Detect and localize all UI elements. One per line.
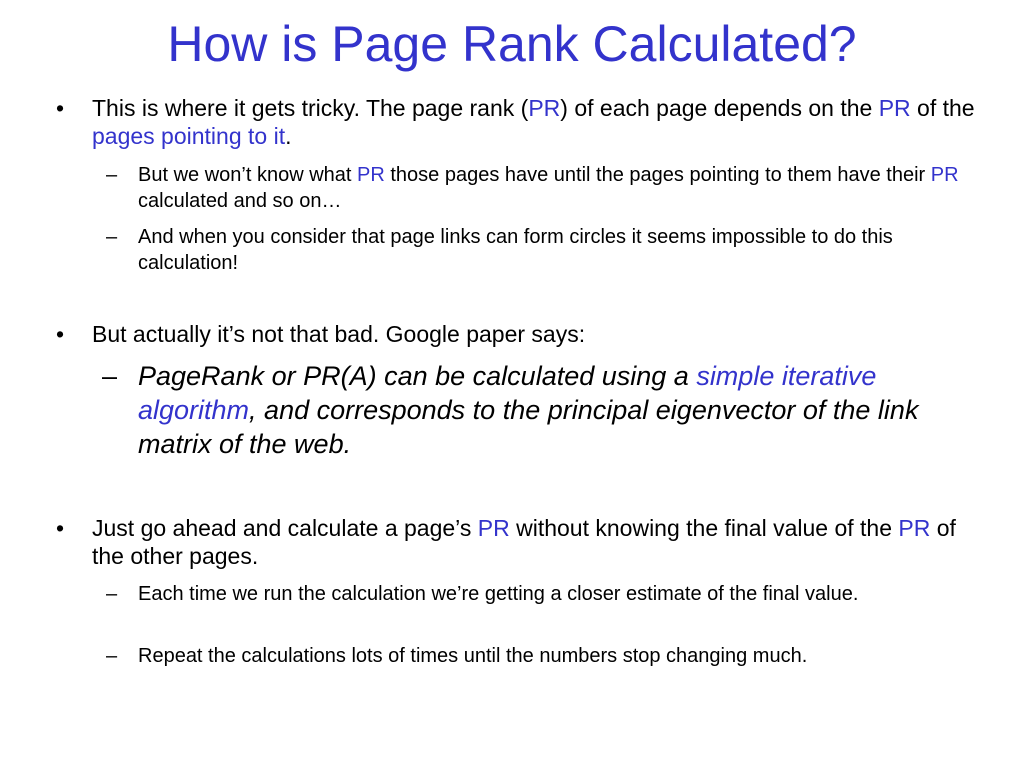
pr-highlight: PR — [878, 95, 911, 121]
dash-marker: – — [106, 583, 118, 605]
sub-bullet-3-1 — [106, 581, 998, 607]
sub-bullet-3-2-text: Repeat the calculations lots of times until the numbers stop changing much. — [138, 645, 808, 667]
sub-bullet-1-1-text-a: But we won’t know what — [138, 164, 357, 186]
dash-marker: – — [106, 645, 118, 667]
slide-title: How is Page Rank Calculated? — [167, 16, 857, 72]
dash-marker: – — [106, 226, 118, 248]
sub-bullet-3-2 — [106, 643, 998, 669]
bullet-3-text-a: Just go ahead and calculate a page’s — [92, 515, 478, 541]
pr-highlight: PR — [357, 164, 385, 186]
pages-pointing-highlight: pages pointing to it — [92, 123, 286, 149]
bullet-1-text-b: ) of each page depends on the — [560, 95, 879, 121]
bullet-marker: • — [56, 95, 65, 121]
bullet-3-text-c: of the other pages. — [92, 515, 956, 569]
sub-bullet-1-2-text: And when you consider that page links can form circles it seems impossible to do this calculation! — [138, 226, 893, 274]
pr-highlight: PR — [477, 515, 510, 541]
bullet-1-text-d: . — [285, 123, 292, 149]
sub-bullet-1-1-text-b: those pages have until the pages pointing to them have their — [384, 164, 931, 186]
sub-bullet-3-1-text: Each time we run the calculation we’re getting a closer estimate of the final value. — [138, 583, 859, 605]
simple-iterative-algorithm-highlight: simple iterative algorithm — [138, 361, 877, 425]
bullet-1 — [56, 94, 992, 150]
bullet-2 — [56, 320, 992, 348]
pr-highlight: PR — [930, 164, 959, 186]
bullet-marker: • — [56, 321, 65, 347]
bullet-marker: • — [56, 515, 65, 541]
bullet-2-text: But actually it’s not that bad. Google paper says: — [92, 321, 586, 347]
sub-bullet-1-2 — [106, 224, 998, 276]
bullet-3 — [56, 514, 992, 570]
sub-bullet-1-1-text-c: calculated and so on… — [138, 190, 342, 212]
pr-highlight: PR — [528, 95, 561, 121]
dash-marker: – — [106, 164, 118, 186]
sub-bullet-1-1 — [106, 162, 998, 214]
bullet-1-text-c: of the — [910, 95, 975, 121]
bullet-1-text-a: This is where it gets tricky. The page rank ( — [92, 95, 529, 121]
google-paper-quote — [102, 359, 998, 461]
quote-text-b: , and corresponds to the principal eigenvector of the link matrix of the web. — [138, 395, 919, 459]
bullet-3-text-b: without knowing the final value of the — [509, 515, 899, 541]
dash-marker: – — [102, 361, 118, 391]
quote-text-a: PageRank or PR(A) can be calculated using a — [138, 361, 697, 391]
pr-highlight: PR — [898, 515, 931, 541]
